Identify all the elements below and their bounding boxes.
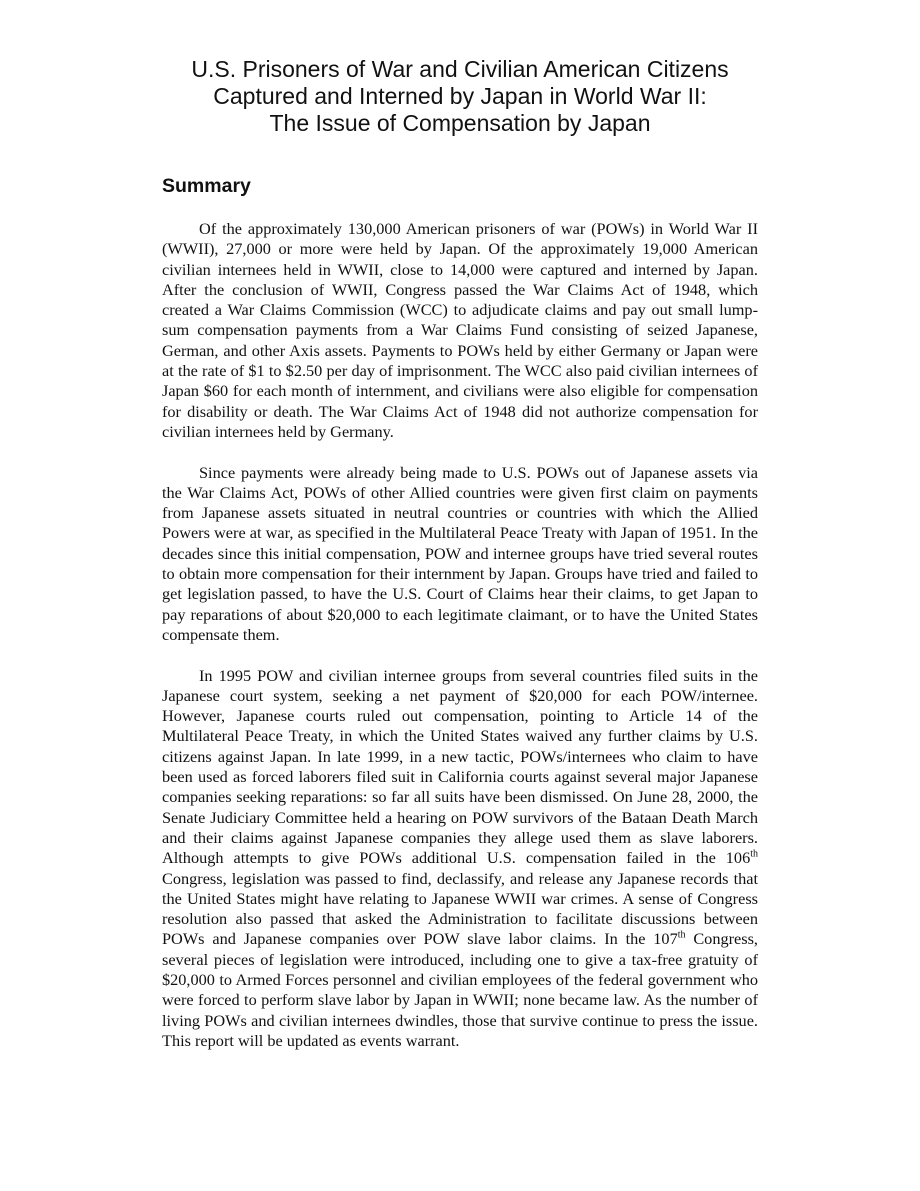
paragraph-2: Since payments were already being made to U.S. POWs out of Japanese assets via the War Claims Act, POWs of other Allied countries were given first claim on payments from Japanese assets situated in neutral countries or countries with which the Allied Powers were at war, as specified in the Multilateral Peace Treaty with Japan of 1951. In the decades since this initial compensation, POW and internee groups have tried several routes to obtain more compensation for their internment by Japan. Groups have tried and failed to get legislation passed, to have the U.S. Court of Claims hear their claims, to get Japan to pay reparations of about $20,000 to each legitimate claimant, or to have the United States compensate them. — [162, 462, 758, 644]
paragraph-3-part-2: Congress, legislation was passed to find, declassify, and release any Japanese records that the United States might have relating to Japanese WWII war crimes. A sense of Congress resolution also passed that asked the Administration to facilitate discussions between POWs and Japanese companies over POW slave labor claims. In the 107 — [162, 868, 758, 949]
superscript-th-107: th — [677, 929, 686, 941]
paragraph-3 — [162, 666, 758, 1052]
title-line-2: Captured and Interned by Japan in World War II: — [213, 83, 707, 109]
paragraph-3-part-3: Congress, several pieces of legislation were introduced, including one to give a tax-free gratuity of $20,000 to Armed Forces personnel and civilian employees of the federal government who were forced to perform slave labor by Japan in WWII; none became law. As the number of living POWs and civilian internees dwindles, those that survive continue to press the issue. This report will be updated as events warrant. — [162, 929, 758, 1050]
superscript-th-106: th — [750, 848, 758, 860]
title-line-3: The Issue of Compensation by Japan — [269, 110, 651, 136]
title-line-1: U.S. Prisoners of War and Civilian American Citizens — [191, 56, 729, 82]
summary-body — [162, 219, 758, 1051]
paragraph-3-part-1: In 1995 POW and civilian internee groups from several countries filed suits in the Japanese court system, seeking a net payment of $20,000 for each POW/internee. However, Japanese courts ruled out compensation, pointing to Article 14 of the Multilateral Peace Treaty, in which the United States waived any further claims by U.S. citizens against Japan. In late 1999, in a new tactic, POWs/internees who claim to have been used as forced laborers filed suit in California courts against several major Japanese companies seeking reparations: so far all suits have been dismissed. On June 28, 2000, the Senate Judiciary Committee held a hearing on POW survivors of the Bataan Death March and their claims against Japanese companies they allege used them as slave laborers. Although attempts to give POWs additional U.S. compensation failed in the 106 — [162, 665, 758, 868]
section-heading-summary: Summary — [162, 175, 251, 197]
paragraph-1: Of the approximately 130,000 American prisoners of war (POWs) in World War II (WWII), 27,000 or more were held by Japan. Of the approximately 19,000 American civilian internees held in WWII, close to 14,000 were captured and interned by Japan. After the conclusion of WWII, Congress passed the War Claims Act of 1948, which created a War Claims Commission (WCC) to adjudicate claims and pay out small lump-sum compensation payments from a War Claims Fund consisting of seized Japanese, German, and other Axis assets. Payments to POWs held by either Germany or Japan were at the rate of $1 to $2.50 per day of imprisonment. The WCC also paid civilian internees of Japan $60 for each month of internment, and civilians were also eligible for compensation for disability or death. The War Claims Act of 1948 did not authorize compensation for civilian internees held by Germany. — [162, 219, 758, 441]
document-title — [140, 56, 780, 137]
